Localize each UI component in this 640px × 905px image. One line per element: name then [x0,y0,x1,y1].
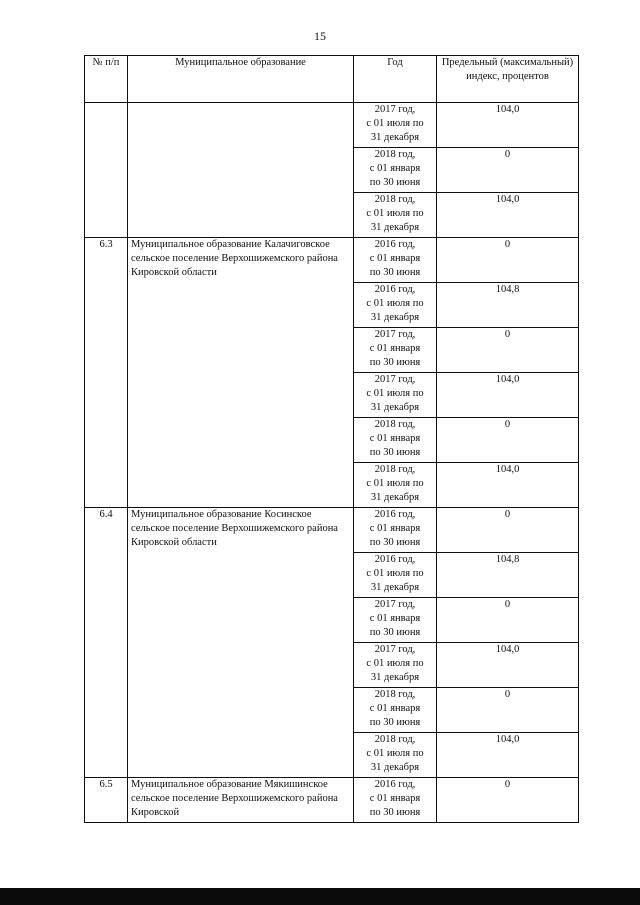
year-period [354,373,437,418]
year-period-line: 2018 год, [374,734,416,745]
year-period-line: с 01 июля по [366,297,424,309]
year-period-line: с 01 января [369,432,421,444]
year-period-line: по 30 июня [369,536,421,548]
year-period-line: 31 декабря [370,761,420,773]
year-period-line: 2016 год, [374,509,416,520]
year-period-line: с 01 января [369,702,421,714]
year-period-line: 31 декабря [370,221,420,233]
year-period-line: 2016 год, [374,554,416,565]
year-period-line: 2018 год, [374,419,416,430]
max-index-value: 104,0 [437,643,579,688]
max-index-value: 0 [437,418,579,463]
year-period-line: с 01 января [369,612,421,624]
year-period-line: 2016 год, [374,779,416,790]
year-period [354,193,437,238]
year-period [354,778,437,823]
year-period-line: 31 декабря [370,131,420,143]
year-period-line: по 30 июня [369,356,421,368]
year-period-line: с 01 января [369,162,421,174]
year-period [354,238,437,283]
header-index: Предельный (максимальный) индекс, процентов [437,56,579,103]
year-period [354,103,437,148]
max-index-value: 0 [437,688,579,733]
table-row [85,778,579,823]
max-index-value: 104,0 [437,103,579,148]
municipality-name [128,103,354,238]
year-period-line: 2016 год, [374,284,416,295]
municipality-name: Муниципальное образование Калачиговское сельское поселение Верхошижемского района Кировской области [128,238,354,508]
year-period-line: 2016 год, [374,239,416,250]
year-period-line: 31 декабря [370,311,420,323]
year-period-line: 2017 год, [374,599,416,610]
limit-index-table [84,55,579,823]
scan-bottom-edge [0,888,640,905]
year-period [354,418,437,463]
year-period-line: с 01 июля по [366,567,424,579]
max-index-value: 104,8 [437,553,579,598]
max-index-value: 104,0 [437,373,579,418]
year-period-line: 2018 год, [374,689,416,700]
year-period-line: 31 декабря [370,401,420,413]
year-period [354,643,437,688]
year-period-line: с 01 января [369,342,421,354]
table-row [85,508,579,553]
year-period-line: 31 декабря [370,491,420,503]
year-period-line: по 30 июня [369,716,421,728]
max-index-value: 104,0 [437,733,579,778]
year-period-line: 2018 год, [374,194,416,205]
year-period-line: с 01 июля по [366,387,424,399]
year-period [354,328,437,373]
row-number [85,103,128,238]
year-period-line: с 01 июля по [366,657,424,669]
municipality-name: Муниципальное образование Косинское сельское поселение Верхошижемского района Кировской области [128,508,354,778]
header-num: № п/п [85,56,128,103]
year-period-line: 31 декабря [370,581,420,593]
page-number: 15 [314,29,326,43]
max-index-value: 104,8 [437,283,579,328]
year-period-line: с 01 января [369,522,421,534]
year-period [354,688,437,733]
year-period-line: с 01 июля по [366,747,424,759]
year-period-line: с 01 июля по [366,477,424,489]
year-period [354,283,437,328]
year-period-line: 2017 год, [374,329,416,340]
year-period [354,553,437,598]
row-number: 6.5 [85,778,128,823]
year-period [354,463,437,508]
year-period-line: с 01 июля по [366,207,424,219]
max-index-value: 0 [437,238,579,283]
max-index-value: 0 [437,598,579,643]
year-period [354,148,437,193]
max-index-value: 104,0 [437,193,579,238]
table-body [85,103,579,823]
row-number: 6.3 [85,238,128,508]
table-row [85,103,579,148]
row-number: 6.4 [85,508,128,778]
year-period-line: по 30 июня [369,266,421,278]
year-period-line: с 01 июля по [366,117,424,129]
year-period-line: по 30 июня [369,806,421,818]
year-period [354,733,437,778]
table-header-row [85,56,579,103]
table-row [85,238,579,283]
year-period [354,598,437,643]
header-municipality: Муниципальное образование [128,56,354,103]
year-period [354,508,437,553]
header-year: Год [354,56,437,103]
year-period-line: с 01 января [369,252,421,264]
year-period-line: 2018 год, [374,464,416,475]
max-index-value: 0 [437,148,579,193]
year-period-line: 2017 год, [374,374,416,385]
year-period-line: по 30 июня [369,626,421,638]
max-index-value: 0 [437,328,579,373]
year-period-line: с 01 января [369,792,421,804]
max-index-value: 0 [437,508,579,553]
year-period-line: 2018 год, [374,149,416,160]
year-period-line: по 30 июня [369,176,421,188]
year-period-line: 2017 год, [374,644,416,655]
municipality-name: Муниципальное образование Мякишинское сельское поселение Верхошижемского района Кировской [128,778,354,823]
max-index-value: 104,0 [437,463,579,508]
year-period-line: по 30 июня [369,446,421,458]
year-period-line: 31 декабря [370,671,420,683]
max-index-value: 0 [437,778,579,823]
year-period-line: 2017 год, [374,104,416,115]
